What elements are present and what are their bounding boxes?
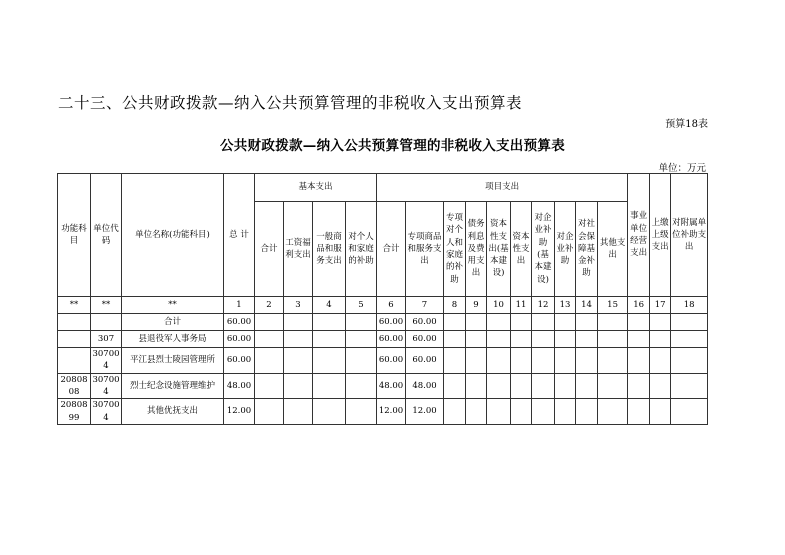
index-cell: 16	[628, 297, 650, 314]
index-cell: 11	[511, 297, 532, 314]
project-goods-cell: 12.00	[406, 399, 444, 425]
total-cell: 12.00	[224, 399, 255, 425]
func-code-cell: 2080808	[58, 373, 91, 399]
header-business: 事业单位经营支出	[628, 174, 650, 297]
project-total-cell: 12.00	[377, 399, 406, 425]
unit-label: 单位：万元	[658, 163, 706, 174]
budget-table	[57, 173, 708, 425]
total-cell: 60.00	[224, 314, 255, 331]
index-cell: 10	[487, 297, 511, 314]
index-cell: **	[58, 297, 91, 314]
index-cell: 4	[313, 297, 346, 314]
header-project-col: 对企业补助	[555, 202, 576, 297]
index-cell: 3	[284, 297, 313, 314]
index-cell: 14	[576, 297, 598, 314]
header-row-top	[58, 174, 708, 202]
index-cell: 7	[406, 297, 444, 314]
header-unit-code: 单位代码	[91, 174, 122, 297]
header-basic-col: 合计	[255, 202, 284, 297]
header-project-col: 对企业补助(基本建设)	[532, 202, 555, 297]
header-basic: 基本支出	[255, 174, 377, 202]
header-project-col: 专项商品和服务支出	[406, 202, 444, 297]
func-code-cell: 2080899	[58, 399, 91, 425]
header-basic-col: 一般商品和服务支出	[313, 202, 346, 297]
unit-code-cell: 307004	[92, 349, 120, 372]
index-cell: 1	[224, 297, 255, 314]
table-row	[58, 399, 708, 425]
header-upper: 上缴上级支出	[650, 174, 671, 297]
index-cell: 2	[255, 297, 284, 314]
index-cell: **	[91, 297, 122, 314]
index-cell: 5	[346, 297, 377, 314]
header-project-col: 专项对个人和家庭的补助	[444, 202, 466, 297]
header-project-col: 资本性支出	[511, 202, 532, 297]
unit-code-cell	[91, 314, 122, 331]
table-row	[58, 348, 708, 374]
project-total-cell: 48.00	[377, 373, 406, 399]
index-cell: 13	[555, 297, 576, 314]
header-basic-col: 工资福利支出	[284, 202, 313, 297]
project-goods-cell: 60.00	[406, 348, 444, 374]
unit-code-cell: 307004	[92, 400, 120, 423]
unit-name-cell: 合计	[122, 314, 224, 331]
index-cell: 8	[444, 297, 466, 314]
func-code-cell	[58, 314, 91, 331]
project-goods-cell: 48.00	[406, 373, 444, 399]
header-project-col: 资本性支出(基本建设)	[487, 202, 511, 297]
project-goods-cell: 60.00	[406, 314, 444, 331]
total-cell: 60.00	[224, 331, 255, 348]
project-total-cell: 60.00	[377, 314, 406, 331]
func-code-cell	[58, 348, 91, 374]
header-func-code: 功能科目	[58, 174, 91, 297]
index-cell: 6	[377, 297, 406, 314]
unit-name-cell: 烈士纪念设施管理维护	[122, 373, 224, 399]
unit-code-cell: 307004	[92, 374, 120, 397]
index-cell: 15	[598, 297, 628, 314]
header-basic-col: 对个人和家庭的补助	[346, 202, 377, 297]
table-number: 预算18表	[665, 119, 708, 130]
table-row	[58, 373, 708, 399]
table-row	[58, 331, 708, 348]
unit-code-cell: 307	[91, 331, 122, 348]
header-project: 项目支出	[377, 174, 628, 202]
header-project-col: 其他支出	[598, 202, 628, 297]
index-cell: **	[122, 297, 224, 314]
total-cell: 48.00	[224, 373, 255, 399]
unit-name-cell: 其他优抚支出	[122, 399, 224, 425]
document-heading: 二十三、公共财政拨款—纳入公共预算管理的非税收入支出预算表	[58, 94, 523, 112]
project-goods-cell: 60.00	[406, 331, 444, 348]
header-unit-name: 单位名称(功能科目)	[122, 174, 224, 297]
header-project-col: 合计	[377, 202, 406, 297]
header-project-col: 对社会保障基金补助	[576, 202, 598, 297]
header-total: 总 计	[224, 174, 255, 297]
index-cell: 9	[466, 297, 487, 314]
header-subsidy: 对附属单位补助支出	[671, 174, 708, 297]
project-total-cell: 60.00	[377, 348, 406, 374]
project-total-cell: 60.00	[377, 331, 406, 348]
index-row	[58, 297, 708, 314]
func-code-cell	[58, 331, 91, 348]
unit-name-cell: 县退役军人事务局	[122, 331, 224, 348]
header-project-col: 债务利息及费用支出	[466, 202, 487, 297]
index-cell: 12	[532, 297, 555, 314]
index-cell: 18	[671, 297, 708, 314]
total-cell: 60.00	[224, 348, 255, 374]
index-cell: 17	[650, 297, 671, 314]
unit-name-cell: 平江县烈士陵园管理所	[122, 348, 224, 374]
table-title: 公共财政拨款—纳入公共预算管理的非税收入支出预算表	[220, 138, 565, 154]
table-row	[58, 314, 708, 331]
